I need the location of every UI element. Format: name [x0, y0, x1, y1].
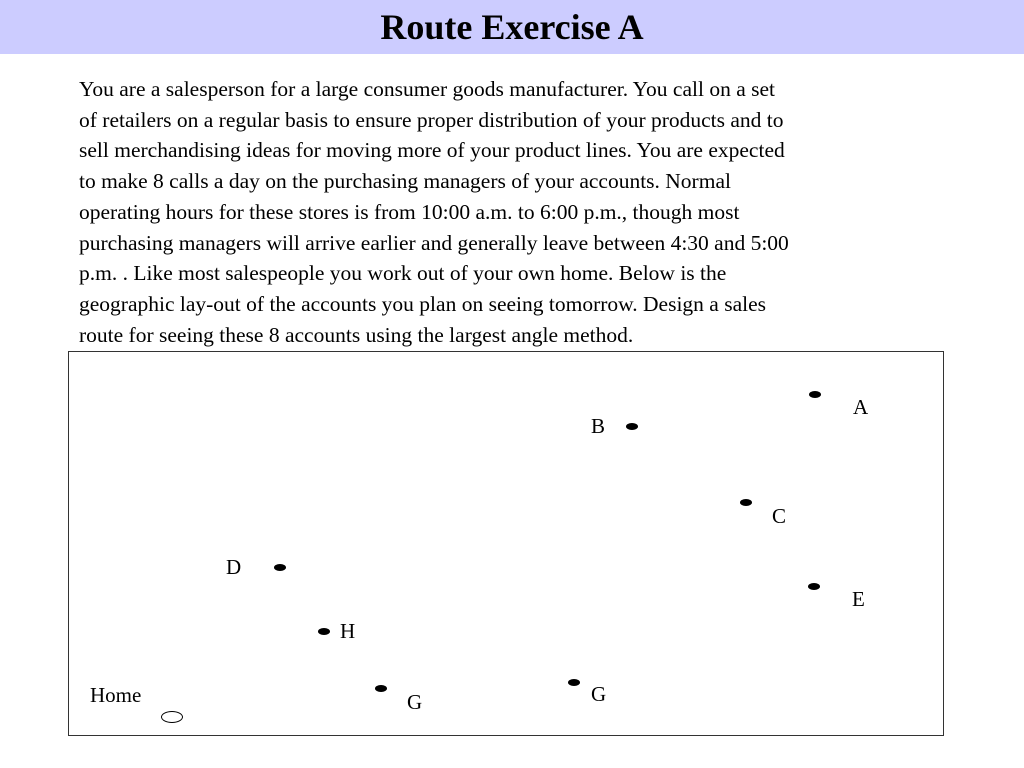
- account-a-dot: [809, 391, 821, 398]
- paragraph-line: sell merchandising ideas for moving more of your product lines. You are expected: [79, 138, 785, 163]
- account-b-label: B: [591, 414, 606, 438]
- account-b-dot: [626, 423, 638, 430]
- paragraph-line: route for seeing these 8 accounts using the largest angle method.: [79, 322, 634, 347]
- account-h-label: H: [340, 619, 356, 643]
- title-bar: [0, 0, 1024, 54]
- paragraph-line: operating hours for these stores is from 10:00 a.m. to 6:00 p.m., though most: [79, 199, 740, 224]
- paragraph-line: p.m. . Like most salespeople you work out of your own home. Below is the: [79, 261, 727, 286]
- account-a-label: A: [853, 395, 869, 419]
- account-g-dot: [375, 685, 387, 692]
- paragraph-line: geographic lay-out of the accounts you plan on seeing tomorrow. Design a sales: [79, 291, 767, 316]
- paragraph-line: of retailers on a regular basis to ensure proper distribution of your products and to: [79, 107, 784, 132]
- account-e-dot: [808, 583, 820, 590]
- page-title: Route Exercise A: [380, 7, 644, 47]
- account-d-label: D: [226, 555, 242, 579]
- account-h-dot: [318, 628, 330, 635]
- home-marker: [161, 711, 183, 723]
- instructions-paragraph: [79, 74, 939, 350]
- paragraph-line: You are a salesperson for a large consumer goods manufacturer. You call on a set: [79, 77, 775, 101]
- account-c-dot: [740, 499, 752, 506]
- paragraph-line: to make 8 calls a day on the purchasing managers of your accounts. Normal: [79, 169, 731, 194]
- account-e-label: E: [852, 587, 865, 611]
- paragraph-line: purchasing managers will arrive earlier and generally leave between 4:30 and 5:00: [79, 230, 789, 255]
- account-g-dot: [568, 679, 580, 686]
- account-d-dot: [274, 564, 286, 571]
- account-g-label: G: [407, 690, 423, 714]
- account-map: [68, 351, 944, 736]
- home-label: Home: [90, 683, 142, 707]
- account-c-label: C: [772, 504, 787, 528]
- account-g-label: G: [591, 682, 607, 706]
